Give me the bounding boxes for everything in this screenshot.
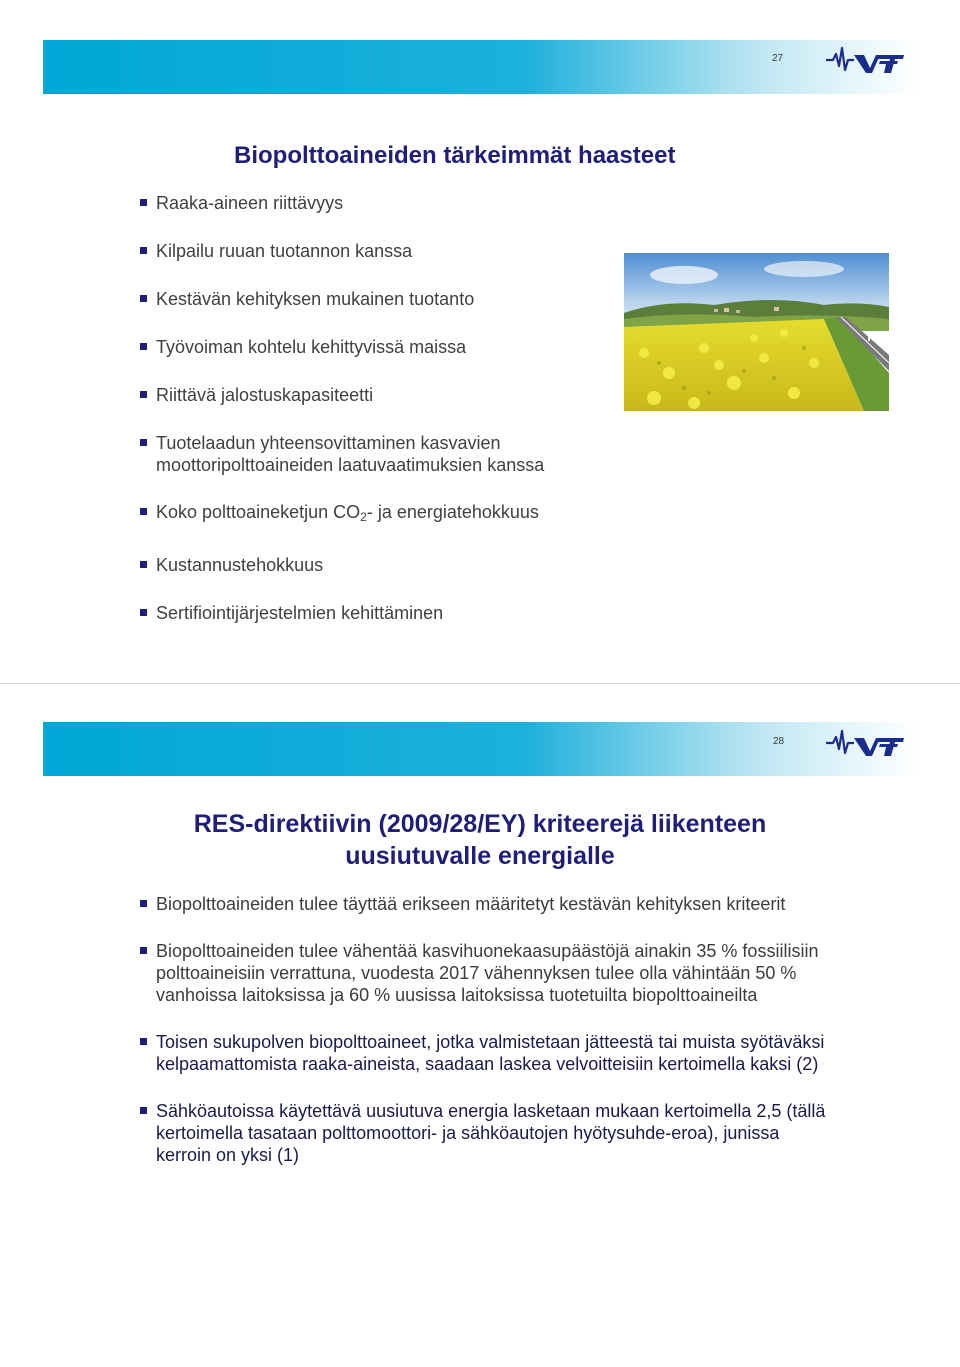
bullet-item: Toisen sukupolven biopolttoaineet, jotka valmistetaan jätteestä tai muista syötäväksi kelpaamattomista raaka-aineista, saadaan laskea velvoitteisiin kertoimella kaksi (2) bbox=[140, 1031, 830, 1075]
bullet-square-icon bbox=[140, 343, 147, 350]
slide-title: RES-direktiivin (2009/28/EY) kriteerejä liikenteen uusiutuvalle energialle bbox=[193, 810, 767, 870]
bullet-item: Raaka-aineen riittävyys bbox=[140, 192, 620, 214]
bullet-item: Biopolttoaineiden tulee täyttää erikseen määritetyt kestävän kehityksen kriteerit bbox=[140, 893, 830, 915]
bullet-square-icon bbox=[140, 609, 147, 616]
bullet-square-icon bbox=[140, 561, 147, 568]
bullet-square-icon bbox=[140, 295, 147, 302]
bullet-list bbox=[140, 893, 830, 1191]
bullet-item: Työvoiman kohtelu kehittyvissä maissa bbox=[140, 336, 620, 358]
bullet-item: Riittävä jalostuskapasiteetti bbox=[140, 384, 620, 406]
bullet-item: Sähköautoissa käytettävä uusiutuva energia lasketaan mukaan kertoimella 2,5 (tällä kertoimella tasataan polttomoottori- ja sähköautojen hyötysuhde-eroa), junissa kerroin on yksi (1) bbox=[140, 1100, 830, 1166]
slide-title: Biopolttoaineiden tärkeimmät haasteet bbox=[234, 142, 676, 169]
bullet-list bbox=[140, 192, 620, 650]
vtt-logo bbox=[824, 43, 906, 79]
bullet-square-icon bbox=[140, 1107, 147, 1114]
slide-27 bbox=[0, 0, 960, 683]
page-number: 27 bbox=[772, 53, 784, 64]
bullet-item: Kilpailu ruuan tuotannon kanssa bbox=[140, 240, 620, 262]
bullet-item: Kestävän kehityksen mukainen tuotanto bbox=[140, 288, 620, 310]
bullet-square-icon bbox=[140, 247, 147, 254]
bullet-item: Tuotelaadun yhteensovittaminen kasvavien moottoripolttoaineiden laatuvaatimuksien kanssa bbox=[140, 432, 616, 476]
slide-28 bbox=[0, 684, 960, 1367]
bullet-square-icon bbox=[140, 439, 147, 446]
bullet-square-icon bbox=[140, 900, 147, 907]
header-bar bbox=[43, 40, 917, 94]
bullet-square-icon bbox=[140, 199, 147, 206]
bullet-square-icon bbox=[140, 391, 147, 398]
bullet-square-icon bbox=[140, 947, 147, 954]
vtt-logo bbox=[824, 726, 906, 762]
bullet-square-icon bbox=[140, 508, 147, 515]
bullet-item: Kustannustehokkuus bbox=[140, 554, 620, 576]
bullet-square-icon bbox=[140, 1038, 147, 1045]
header-bar bbox=[43, 722, 917, 776]
bullet-item: Biopolttoaineiden tulee vähentää kasvihuonekaasupäästöjä ainakin 35 % fossiilisiin polttoaineisiin verrattuna, vuodesta 2017 vähennyksen tulee olla vähintään 50 % vanhoissa laitoksissa ja 60 % uusissa laitoksissa tuotetuilta biopolttoaineilta bbox=[140, 940, 830, 1006]
page-number: 28 bbox=[773, 736, 785, 747]
bullet-item-co2: Koko polttoaineketjun $CO_2-$ ja energiatehokkuus bbox=[140, 501, 620, 528]
rapeseed-field-photo bbox=[624, 253, 889, 411]
bullet-item: Sertifiointijärjestelmien kehittäminen bbox=[140, 602, 620, 624]
